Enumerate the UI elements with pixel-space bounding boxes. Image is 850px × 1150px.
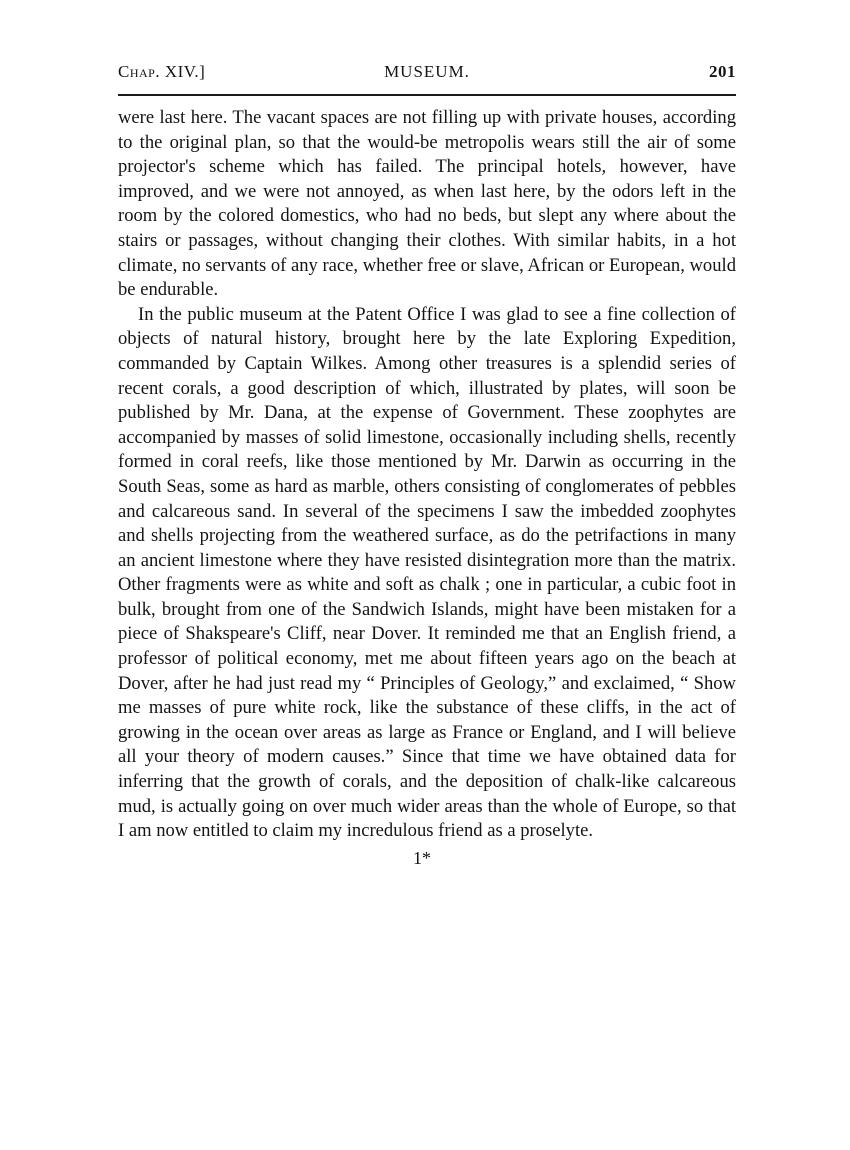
body-text	[118, 106, 736, 844]
chapter-reference: Chap. XIV.]	[118, 62, 206, 81]
running-head	[118, 58, 736, 86]
running-title: MUSEUM.	[384, 62, 470, 81]
book-page	[118, 58, 736, 869]
signature-mark: 1*	[413, 847, 431, 868]
paragraph-continued: were last here. The vacant spaces are not filling up with private houses, according to the original plan, so that the would-be metropolis wears still the air of some projector's scheme which has failed. The principal hotels, however, have improved, and we were not annoyed, as when last here, by the odors left in the room by the colored domestics, who had no beds, but slept any where about the stairs or passages, without changing their clothes. With similar habits, in a hot climate, no servants of any race, whether free or slave, African or European, would be endurable.	[118, 107, 736, 301]
paragraph-museum: In the public museum at the Patent Office I was glad to see a fine collection of objects of natural history, brought here by the late Exploring Expedition, commanded by Captain Wilkes. Among other treasures is a splendid series of recent corals, a good description of which, illustrated by plates, will soon be published by Mr. Dana, at the expense of Government. These zoophytes are accompanied by masses of solid limestone, occasionally including shells, recently formed in coral reefs, like those mentioned by Mr. Darwin as occurring in the South Seas, some as hard as marble, others consisting of conglomerates of pebbles and calcareous sand. In several of the specimens I saw the imbedded zoophytes and shells projecting from the weathered surface, as do the petrifactions in many an ancient limestone where they have resisted disintegration more than the matrix. Other fragments were as white and soft as chalk ; one in particular, a cubic foot in bulk, brought from one of the Sandwich Islands, might have been mistaken for a piece of Shakspeare's Cliff, near Dover. It reminded me that an English friend, a professor of political economy, met me about fifteen years ago on the beach at Dover, after he had just read my “ Principles of Geology,” and exclaimed, “ Show me masses of pure white rock, like the substance of these cliffs, in the act of growing in the ocean over areas as large as France or England, and I will believe all your theory of modern causes.” Since that time we have obtained data for inferring that the growth of corals, and the deposition of chalk-like calcareous mud, is actually going on over much wider areas than the whole of Europe, so that I am now entitled to claim my incredulous friend as a proselyte.	[118, 303, 736, 842]
header-rule	[118, 94, 736, 96]
page-number: 201	[709, 62, 736, 81]
